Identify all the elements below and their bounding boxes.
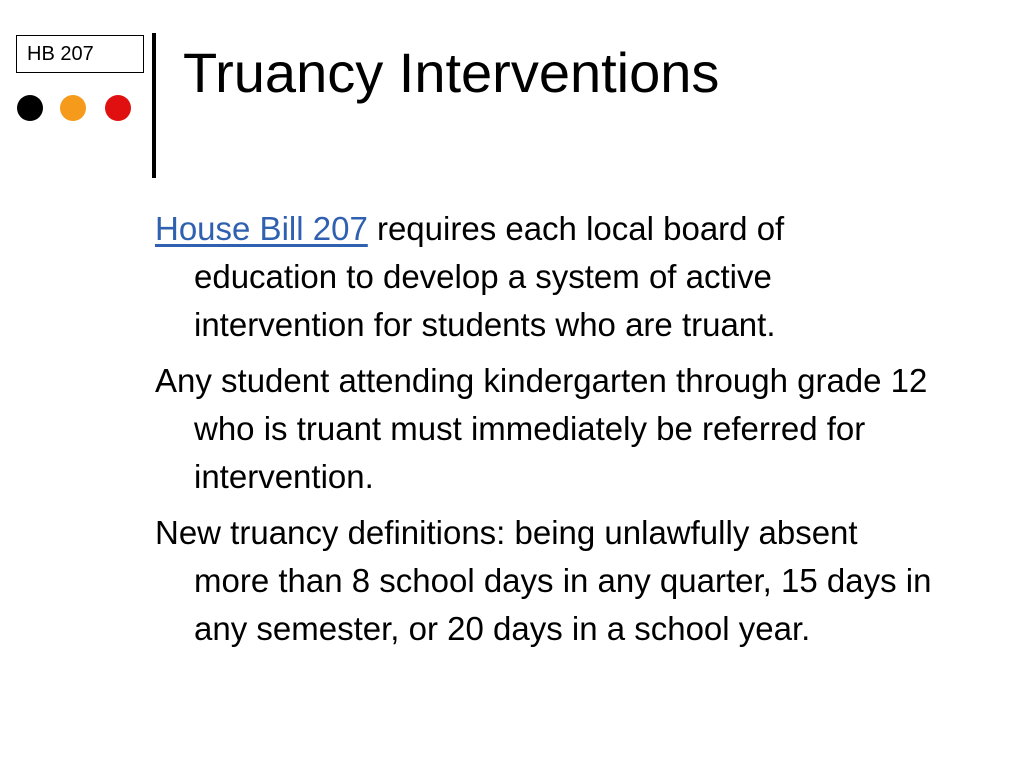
title-divider [152,33,156,178]
bullet-text: New truancy definitions: being unlawfully absent more than 8 school days in any quarter, 15 days in any semester, or 20 days in a school year. [155,514,932,647]
house-bill-207-link[interactable]: House Bill 207 [155,210,368,247]
slide-tag-label: HB 207 [16,35,144,73]
slide-title: Truancy Interventions [183,41,720,104]
bullet-house-bill [155,205,935,349]
red-dot-icon [105,95,131,121]
bullet-new-definitions [155,509,935,653]
bullet-text: Any student attending kindergarten through grade 12 who is truant must immediately be referred for intervention. [155,362,928,495]
slide-bullet-list [155,205,935,661]
bullet-text: requires each local board of education to develop a system of active intervention for students who are truant. [194,210,785,343]
black-dot-icon [17,95,43,121]
bullet-any-student [155,357,935,501]
orange-dot-icon [60,95,86,121]
